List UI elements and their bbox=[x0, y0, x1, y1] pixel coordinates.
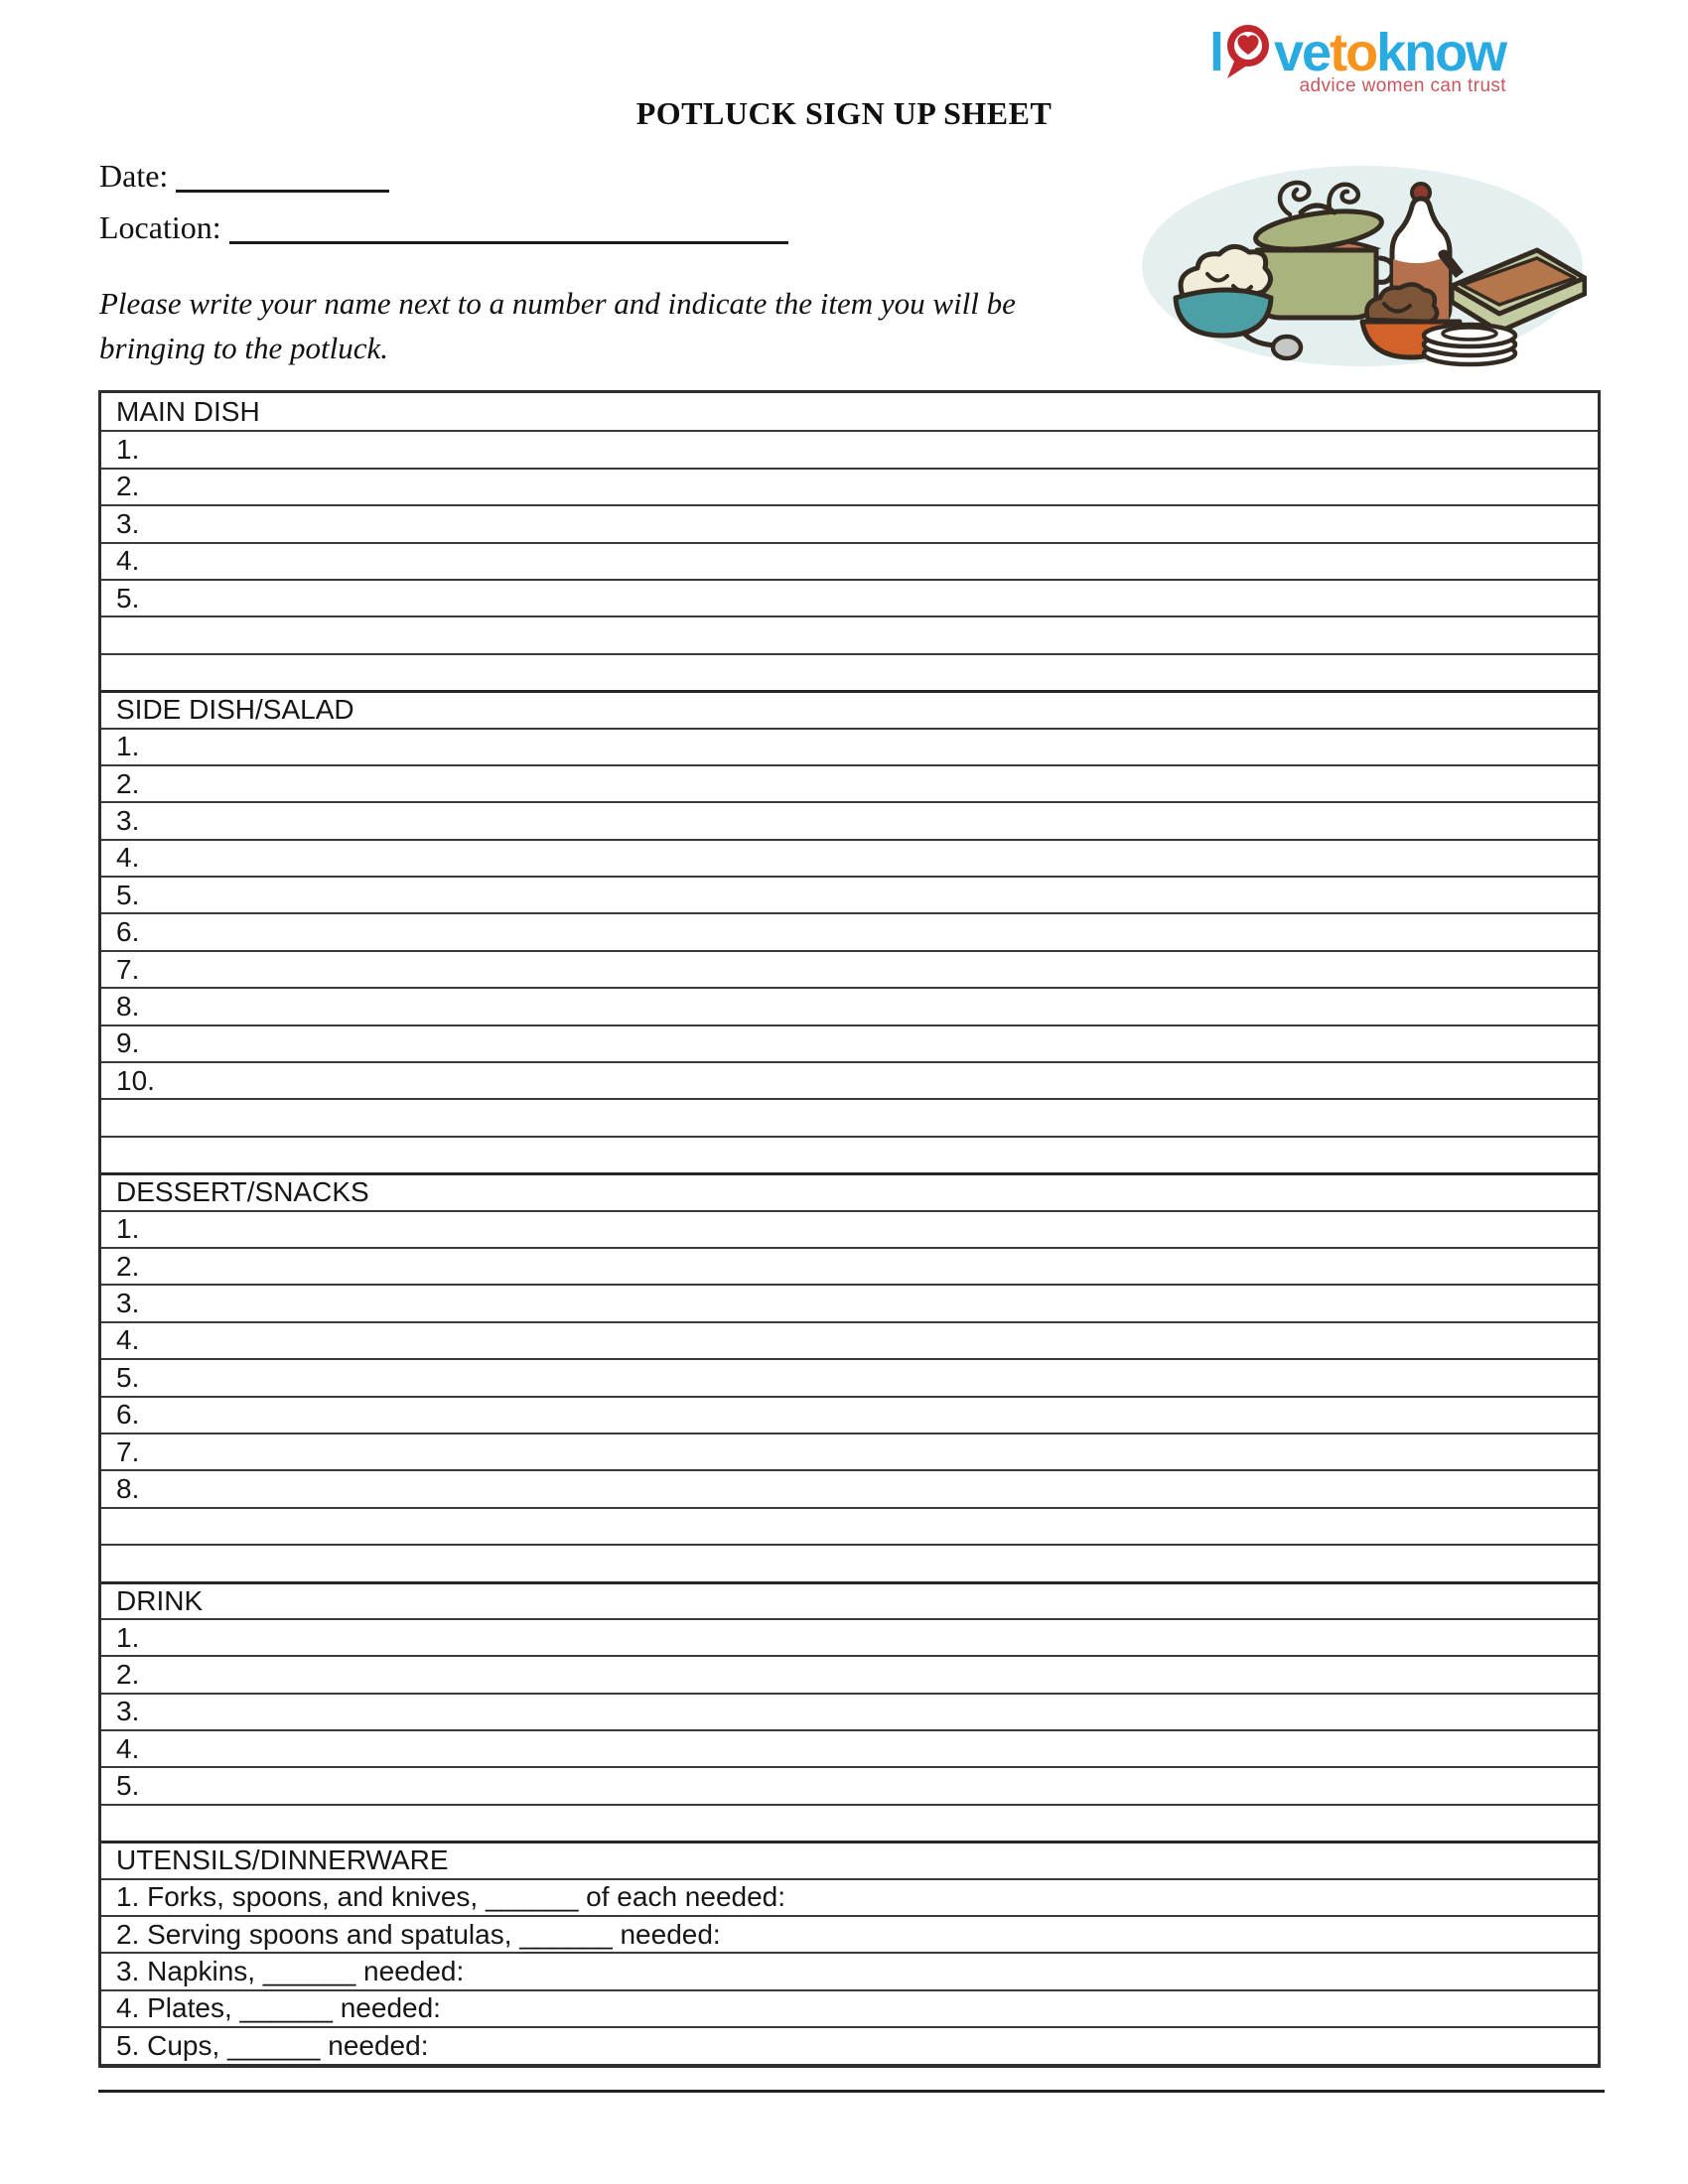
signup-row[interactable]: 6. bbox=[101, 1396, 1598, 1433]
spacer-row bbox=[101, 1804, 1598, 1841]
date-blank-line[interactable] bbox=[176, 160, 389, 193]
section-header-side-dish-salad: SIDE DISH/SALAD bbox=[101, 690, 1598, 727]
signup-row[interactable]: 5. Cups, ______ needed: bbox=[101, 2026, 1598, 2063]
spacer-row bbox=[101, 1136, 1598, 1172]
signup-row[interactable]: 7. bbox=[101, 1433, 1598, 1469]
signup-row[interactable]: 1. bbox=[101, 1210, 1598, 1247]
signup-row[interactable]: 2. bbox=[101, 468, 1598, 504]
signup-row[interactable]: 5. bbox=[101, 1766, 1598, 1803]
signup-row[interactable]: 2. bbox=[101, 1247, 1598, 1284]
lovetoknow-logo[interactable] bbox=[1209, 22, 1552, 95]
signup-row[interactable]: 2. Serving spoons and spatulas, ______ needed: bbox=[101, 1915, 1598, 1952]
page-title: POTLUCK SIGN UP SHEET bbox=[635, 95, 1053, 131]
signup-row[interactable]: 8. bbox=[101, 987, 1598, 1024]
signup-row[interactable]: 5. bbox=[101, 876, 1598, 912]
signup-row[interactable]: 3. Napkins, ______ needed: bbox=[101, 1952, 1598, 1988]
logo-text-to: to bbox=[1330, 23, 1377, 82]
spacer-row bbox=[101, 653, 1598, 690]
spacer-row bbox=[101, 615, 1598, 652]
signup-row[interactable]: 8. bbox=[101, 1469, 1598, 1506]
plates-icon bbox=[1424, 325, 1515, 364]
signup-table bbox=[98, 390, 1601, 2068]
signup-row[interactable]: 10. bbox=[101, 1061, 1598, 1098]
logo-text-know: know bbox=[1376, 23, 1506, 82]
signup-row[interactable]: 1. bbox=[101, 1618, 1598, 1655]
instructions-line1: Please write your name next to a number and indicate the item you will be bbox=[99, 286, 1016, 321]
instructions-line2: bringing to the potluck. bbox=[99, 331, 389, 365]
signup-row[interactable]: 9. bbox=[101, 1024, 1598, 1061]
signup-row[interactable]: 4. Plates, ______ needed: bbox=[101, 1989, 1598, 2026]
section-header-dessert-snacks: DESSERT/SNACKS bbox=[101, 1172, 1598, 1209]
bottom-rule bbox=[98, 2090, 1605, 2093]
date-label: Date: bbox=[99, 158, 169, 194]
signup-row[interactable]: 7. bbox=[101, 950, 1598, 987]
logo-text-l: l bbox=[1209, 23, 1223, 82]
logo-tagline: advice women can trust bbox=[1299, 75, 1506, 96]
signup-row[interactable]: 5. bbox=[101, 579, 1598, 615]
section-header-utensils-dinnerware: UTENSILS/DINNERWARE bbox=[101, 1841, 1598, 1877]
signup-row[interactable]: 4. bbox=[101, 542, 1598, 579]
spacer-row bbox=[101, 1544, 1598, 1580]
signup-row[interactable]: 6. bbox=[101, 912, 1598, 949]
signup-row[interactable]: 2. bbox=[101, 764, 1598, 801]
location-field bbox=[99, 207, 788, 247]
signup-row[interactable]: 3. bbox=[101, 1284, 1598, 1320]
section-header-main-dish: MAIN DISH bbox=[116, 395, 260, 427]
spacer-row bbox=[101, 1507, 1598, 1544]
signup-row[interactable]: 4. bbox=[101, 839, 1598, 876]
signup-row[interactable]: 3. bbox=[101, 504, 1598, 541]
spacer-row bbox=[101, 1098, 1598, 1135]
location-blank-line[interactable] bbox=[229, 211, 788, 244]
signup-row[interactable]: 5. bbox=[101, 1358, 1598, 1395]
location-label: Location: bbox=[99, 209, 221, 245]
signup-row[interactable]: 1. bbox=[101, 728, 1598, 764]
signup-row[interactable]: 1. bbox=[101, 430, 1598, 467]
signup-row[interactable]: 1. Forks, spoons, and knives, ______ of each needed: bbox=[101, 1878, 1598, 1915]
logo-text-ve: ve bbox=[1274, 23, 1331, 82]
signup-row[interactable]: 4. bbox=[101, 1321, 1598, 1358]
signup-row[interactable]: 3. bbox=[101, 1693, 1598, 1729]
instructions-text bbox=[99, 281, 1016, 370]
signup-row[interactable]: 4. bbox=[101, 1729, 1598, 1766]
potluck-food-clipart bbox=[1142, 163, 1587, 369]
signup-row[interactable]: 2. bbox=[101, 1655, 1598, 1692]
section-header-drink: DRINK bbox=[101, 1581, 1598, 1618]
heart-speech-bubble-icon bbox=[1223, 22, 1273, 83]
date-field bbox=[99, 156, 389, 196]
signup-row[interactable]: 3. bbox=[101, 801, 1598, 838]
